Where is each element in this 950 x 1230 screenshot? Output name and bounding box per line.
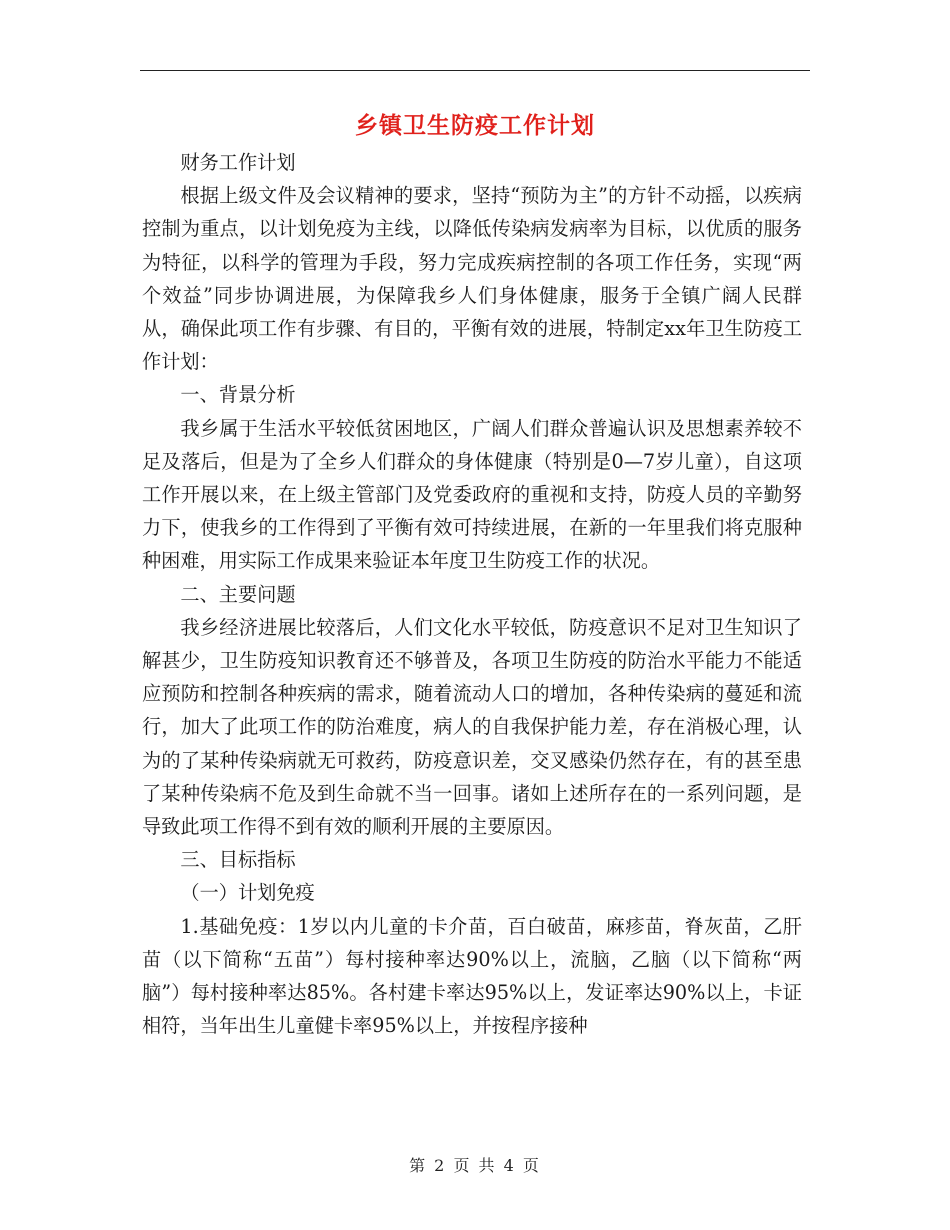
paragraph-basic-immunization: 1.基础免疫：1岁以内儿童的卡介苗，百白破苗，麻疹苗，脊灰苗，乙肝苗（以下简称“五苗”）每村接种率达90%以上，流脑，乙脑（以下简称“两脑”）每村接种率达85%。各村建卡率达95%以上，发证率达90%以上，卡证相符，当年出生儿童健卡率95%以上，并按程序接种 xyxy=(142,914,802,1038)
document-title: 乡镇卫生防疫工作计划 xyxy=(355,112,595,139)
document-body xyxy=(142,146,802,1042)
section-heading-problems: 二、主要问题 xyxy=(180,582,296,606)
page-footer: 第 2 页 共 4 页 xyxy=(409,1156,541,1175)
section-heading-background: 一、背景分析 xyxy=(180,383,296,407)
paragraph-background: 我乡属于生活水平较低贫困地区，广阔人们群众普遍认识及思想素养较不足及落后，但是为了全乡人们群众的身体健康（特别是0—7岁儿童），自这项工作开展以来，在上级主管部门及党委政府的重视和支持，防疫人员的辛勤努力下，使我乡的工作得到了平衡有效可持续进展，在新的一年里我们将克服种种困难，用实际工作成果来验证本年度卫生防疫工作的状况。 xyxy=(142,416,802,573)
section-heading-targets: 三、目标指标 xyxy=(180,848,296,872)
paragraph-subtitle: 财务工作计划 xyxy=(180,151,296,174)
subsection-heading-immunization: （一）计划免疫 xyxy=(180,881,315,905)
header-rule xyxy=(140,70,810,71)
paragraph-intro: 根据上级文件及会议精神的要求，坚持“预防为主”的方针不动摇，以疾病控制为重点，以计划免疫为主线，以降低传染病发病率为目标，以优质的服务为特征，以科学的管理为手段，努力完成疾病控制的各项工作任务，实现“两个效益”同步协调进展，为保障我乡人们身体健康，服务于全镇广阔人民群从，确保此项工作有步骤、有目的，平衡有效的进展，特制定xx年卫生防疫工作计划： xyxy=(142,184,802,374)
paragraph-problems: 我乡经济进展比较落后，人们文化水平较低，防疫意识不足对卫生知识了解甚少，卫生防疫知识教育还不够普及，各项卫生防疫的防治水平能力不能适应预防和控制各种疾病的需求，随着流动人口的增加，各种传染病的蔓延和流行，加大了此项工作的防治难度，病人的自我保护能力差，存在消极心理，认为的了某种传染病就无可救药，防疫意识差，交叉感染仍然存在，有的甚至患了某种传染病不危及到生命就不当一回事。诸如上述所存在的一系列问题，是导致此项工作得不到有效的顺利开展的主要原因。 xyxy=(142,615,802,839)
